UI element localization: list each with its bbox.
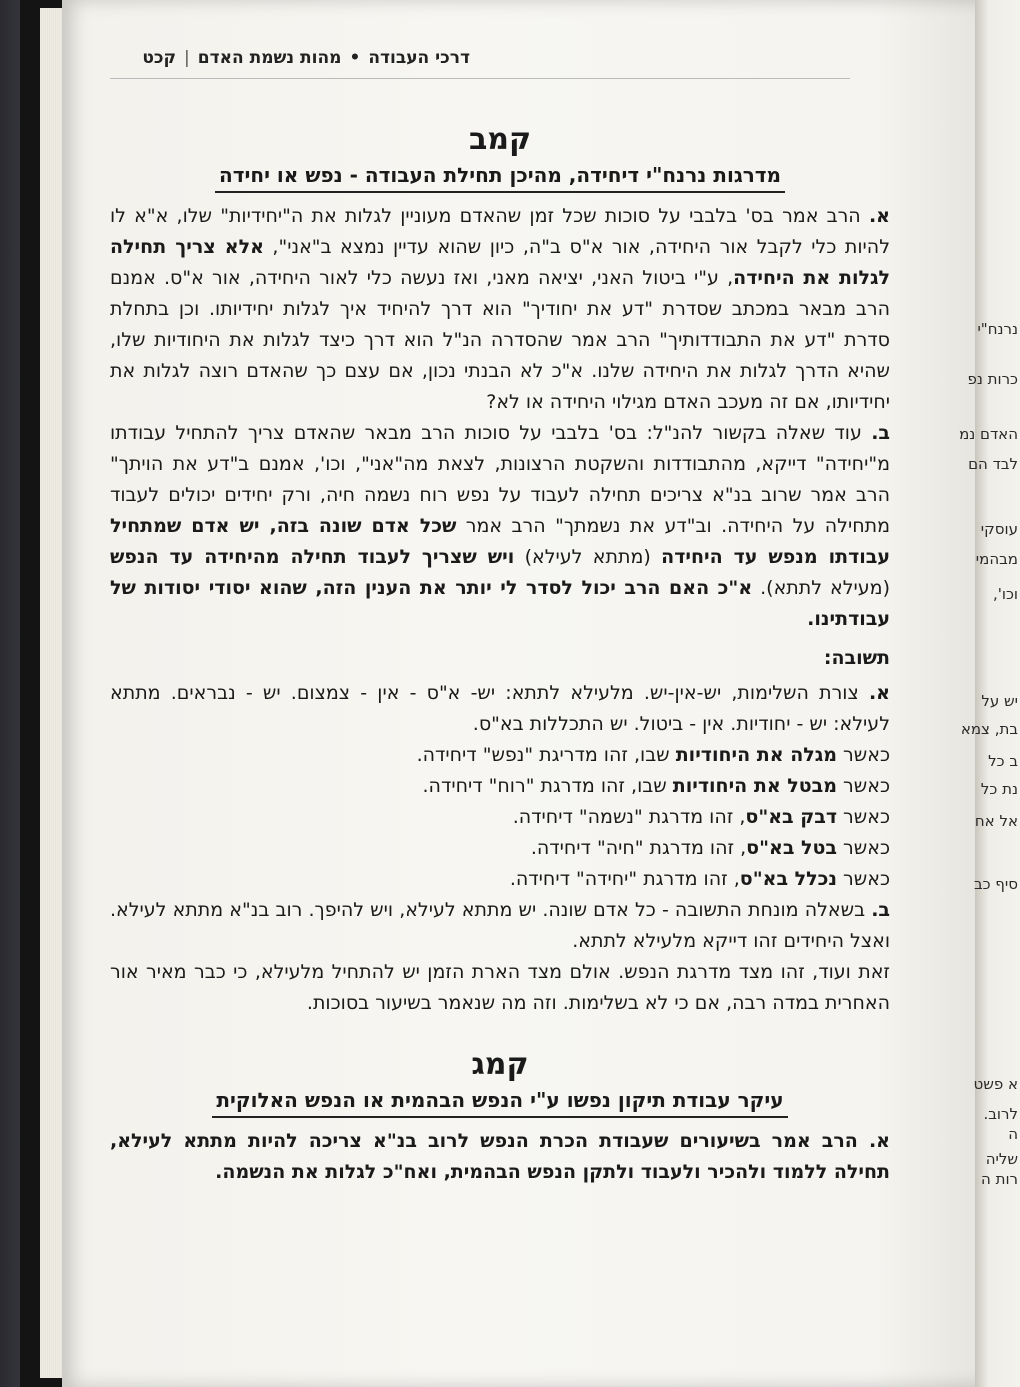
question-text: , ע"י ביטול האני, יציאה מאני, ואז נעשה כלי לאור היחידה, אור א"ס. אמנם הרב מבאר במכתב שסדרת "דע את יחודיך" הוא דרך להיחיד איך לגלות יחידיותו. וכן בתחלת סדרת "דע את התבודדותיך" הרב אמר שהסדרה הנ"ל הוא דרך כיצד לגלות את היחודיות שלו, שהיא הדרך לגלות את היחידה שלנו. א"כ לא הבנתי נכון, אם עצם כך שהאדם רוצה לגלות את יחידיותו, אם זה מעכב האדם מגילוי היחידה או לא? <box>110 267 890 413</box>
level-bold: מבטל את היחודיות <box>672 775 838 797</box>
question-text: (מעילא לתתא). <box>752 577 890 599</box>
running-head-bullet: • <box>349 48 361 68</box>
question-bold: א"כ האם הרב יכול לסדר לי יותר את הענין הזה, שהוא יסודי יסודות של עבודתינו. <box>110 577 890 630</box>
facing-page-fragment: לבד הם <box>968 455 1018 473</box>
question-text: עוד שאלה בקשור להנ"ל: בס' בלבבי על סוכות הרב מבאר שהאדם צריך להתחיל עבודתו מ"יחידה" דייקא, מהתבודדות והשקטת הרצונות, לצאת מה"אני", וכו', אמנם ב"דע את הויתך" הרב אמר שרוב בנ"א צריכים תחילה לעבוד על נפש רוח נשמה חיה, ורק יחידים יכולים לעבוד מתחילה על היחידה. וב"דע את נשמתך" הרב אמר <box>110 422 890 537</box>
facing-page-fragment: סיף כב <box>973 875 1018 893</box>
section-number: קמג <box>471 1047 529 1082</box>
facing-page-fragment: ה <box>1008 1125 1018 1143</box>
level-pre: כאשר <box>837 837 890 859</box>
question-letter: א. <box>868 205 891 227</box>
facing-page-fragment: ב כל <box>988 752 1018 770</box>
answer-text: צורת השלימות, יש-אין-יש. מלעילא לתתא: יש- א"ס - אין - צמצום. יש - נבראים. מתתא לעילא: יש - יחודיות. אין - ביטול. יש התכללות בא"ס. <box>110 682 890 735</box>
facing-page-fragment: נרנח"י <box>977 320 1018 338</box>
facing-page-fragment: כרות נפ <box>967 370 1018 388</box>
closing-paragraph: זאת ועוד, זהו מצד מדרגת הנפש. אולם מצד הארת הזמן יש להתחיל מלעילא, כי כבר מאיר אור האחרית במדה רבה, אם כי לא בשלימות. וזה מה שנאמר בשיעור בסוכות. <box>110 961 890 1014</box>
level-post: שבו, זהו מדרגת "רוח" דיחידה. <box>422 775 673 797</box>
level-line <box>110 802 890 833</box>
question-bold: ויש שצריך לעבוד תחילה מהיחידה עד הנפש <box>110 546 515 568</box>
level-pre: כאשר <box>837 868 890 890</box>
facing-page-fragment: רות ה <box>981 1170 1018 1188</box>
answer-text: בשאלה מונחת התשובה - כל אדם שונה. יש מתתא לעילא, ויש להיפך. רוב בנ"א מתתא לעילא. ואצל היחידים זהו דייקא מלעילא לתתא. <box>110 899 890 952</box>
facing-page-fragment: יש על <box>981 692 1018 710</box>
level-post: , זהו מדרגת "נשמה" דיחידה. <box>512 806 746 828</box>
facing-page-edge <box>959 0 1020 1387</box>
answer-heading: תשובה: <box>823 647 890 669</box>
running-head-book: דרכי העבודה <box>368 48 470 68</box>
facing-page-fragment: האדם נמ <box>959 425 1018 443</box>
level-pre: כאשר <box>837 775 890 797</box>
section-title <box>110 163 890 187</box>
question-bold: אלא צריך תחילה לגלות את היחידה <box>110 236 890 289</box>
question-text: הרב אמר בשיעורים שעבודת הכרת הנפש לרוב בנ"א צריכה להיות מתתא לעילא, תחילה ללמוד ולהכיר ולעבוד ולתקן הנפש הבהמית, ואח"כ לגלות את הנשמה. <box>110 1130 890 1183</box>
question-a <box>110 201 890 418</box>
answer-letter: א. <box>868 682 890 704</box>
running-head <box>110 48 470 68</box>
facing-page-fragment: נת כל <box>980 780 1018 798</box>
section-title-text: מדרגות נרנח"י דיחידה, מהיכן תחילת העבודה - נפש או יחידה <box>215 163 785 193</box>
facing-page-fragment: וכו', <box>993 585 1018 603</box>
level-bold: נכלל בא"ס <box>739 868 838 890</box>
level-bold: מגלה את היחודיות <box>675 744 838 766</box>
question-letter: ב. <box>871 422 891 444</box>
running-head-page-number: קכט <box>142 48 177 68</box>
running-head-chapter: מהות נשמת האדם <box>197 48 342 68</box>
facing-page-fragment: אל אח <box>974 812 1018 830</box>
facing-page-fragment: שליה <box>985 1150 1018 1168</box>
page-content <box>110 110 890 1188</box>
running-head-separator: | <box>184 48 190 68</box>
level-bold: בטל בא"ס <box>746 837 838 859</box>
level-line <box>110 833 890 864</box>
question-bold: שכל אדם שונה בזה, יש אדם שמתחיל עבודתו מנפש עד היחידה <box>110 515 891 568</box>
answer-a <box>110 678 890 740</box>
facing-page-fragment: בת, צמא <box>960 720 1018 738</box>
level-pre: כאשר <box>837 744 890 766</box>
level-line <box>110 771 890 802</box>
facing-page-fragment: עוסקי <box>980 520 1018 538</box>
question-b <box>110 418 890 635</box>
facing-page-fragment: לרוב. <box>983 1105 1018 1123</box>
facing-page-fragment: מבהמי <box>975 550 1018 568</box>
level-pre: כאשר <box>837 806 890 828</box>
answer-letter: ב. <box>871 899 891 921</box>
section-number: קמב <box>468 122 532 157</box>
level-line <box>110 864 890 895</box>
level-line <box>110 740 890 771</box>
answer-b <box>110 895 890 957</box>
level-post: , זהו מדרגת "חיה" דיחידה. <box>530 837 747 859</box>
question-text: הרב אמר בס' בלבבי על סוכות שכל זמן שהאדם מעוניין לגלות את ה"יחידיות" שלו, א"א לו להיות כלי לקבל אור היחידה, אור א"ס ב"ה, כיון שהוא עדיין נמצא ב"אני", <box>110 205 890 258</box>
question-text: (מתתא לעילא) <box>514 546 662 568</box>
section-title <box>110 1088 890 1112</box>
level-post: , זהו מדרגת "יחידה" דיחידה. <box>509 868 740 890</box>
question-letter: א. <box>868 1130 890 1152</box>
facing-page-fragment: א פשט <box>973 1075 1018 1093</box>
running-head-rule <box>110 78 850 79</box>
section-title-text: עיקר עבודת תיקון נפשו ע"י הנפש הבהמית או הנפש האלוקית <box>212 1088 787 1118</box>
level-bold: דבק בא"ס <box>745 806 838 828</box>
question-a <box>110 1126 890 1188</box>
level-post: שבו, זהו מדריגת "נפש" דיחידה. <box>416 744 676 766</box>
